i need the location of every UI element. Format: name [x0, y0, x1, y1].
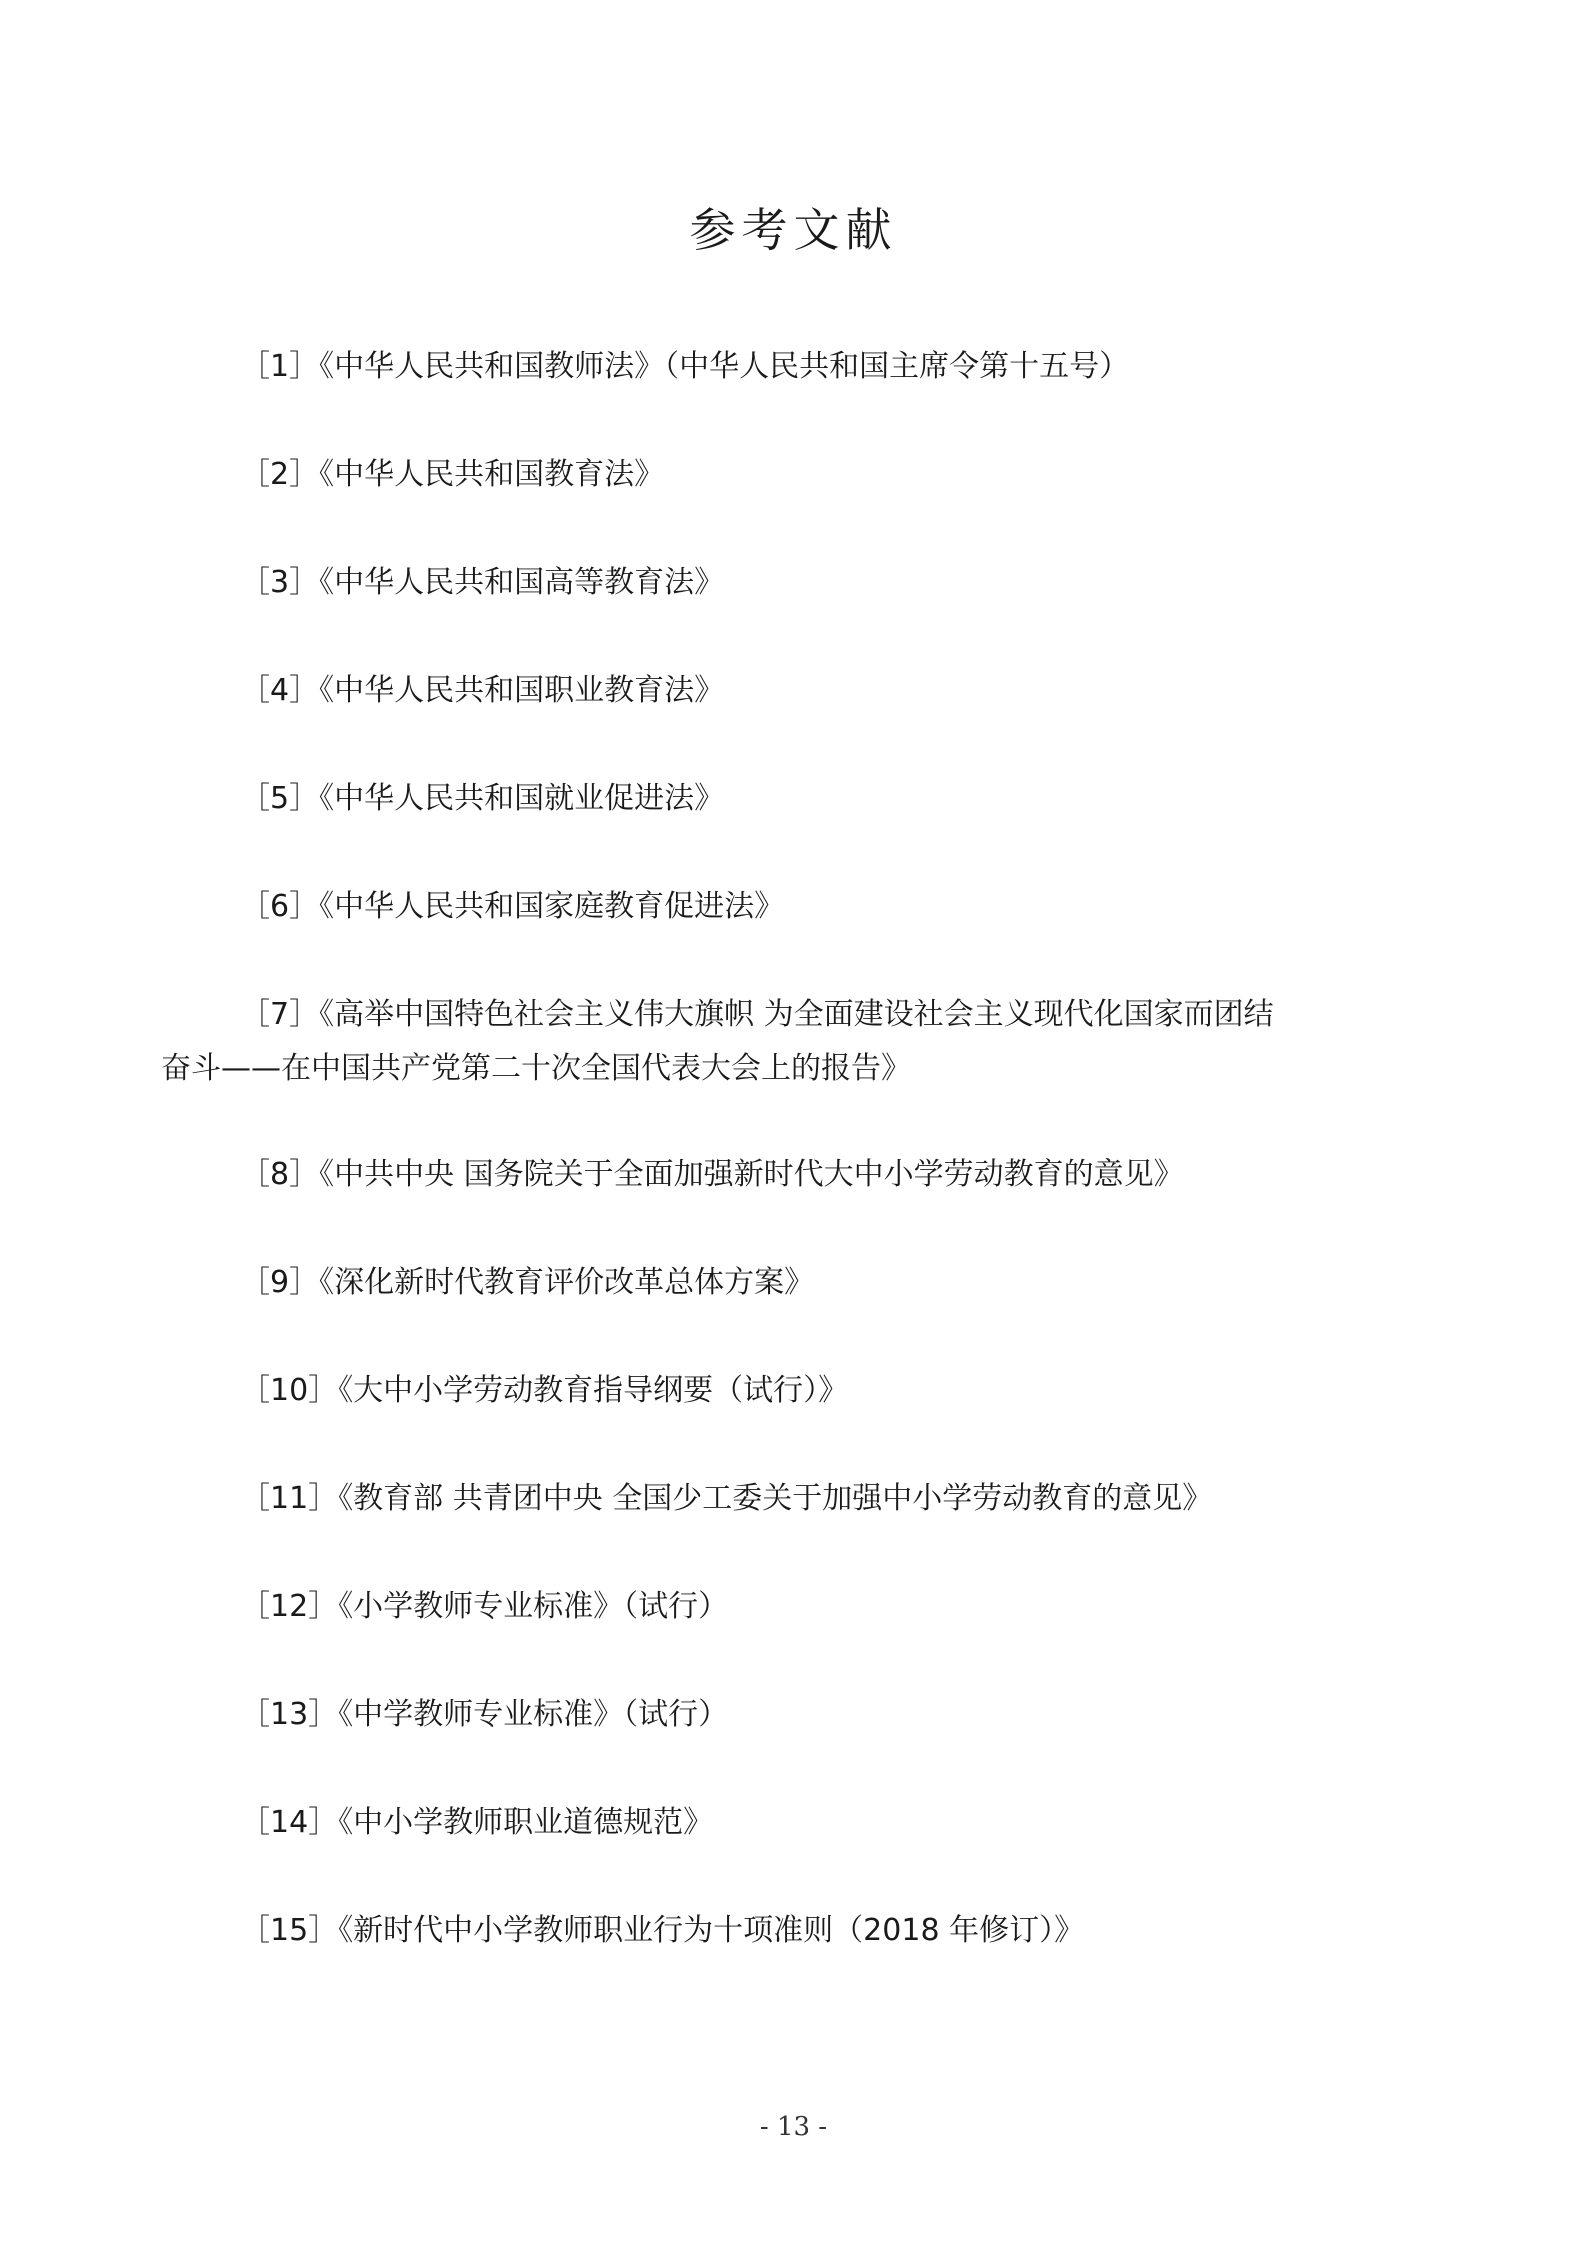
reference-text: 《中华人民共和国就业促进法》: [319, 781, 725, 816]
reference-number: ［11］: [240, 1481, 339, 1516]
reference-number: ［1］: [240, 349, 320, 384]
reference-item: [161, 988, 1281, 1096]
reference-item: [240, 1364, 1360, 1418]
reference-item: [240, 880, 1360, 934]
reference-item: [240, 448, 1360, 502]
reference-number: ［5］: [240, 781, 320, 816]
reference-item: [240, 340, 1360, 394]
reference-text: 《大中小学劳动教育指导纲要（试行）》: [338, 1373, 849, 1408]
reference-item: [240, 1688, 1360, 1742]
reference-item: [240, 1904, 1360, 1958]
reference-text: 《中华人民共和国教育法》: [319, 457, 665, 492]
reference-text: 《中华人民共和国家庭教育促进法》: [319, 889, 785, 924]
reference-text: 《中小学教师职业道德规范》: [338, 1805, 714, 1840]
reference-text: 《深化新时代教育评价改革总体方案》: [319, 1265, 815, 1300]
reference-item: [240, 556, 1360, 610]
reference-item: [240, 1580, 1360, 1634]
reference-number: ［2］: [240, 457, 320, 492]
reference-text: 《教育部 共青团中央 全国少工委关于加强中小学劳动教育的意见》: [338, 1481, 1213, 1516]
page-number: - 13 -: [759, 2112, 828, 2142]
reference-item: [240, 664, 1360, 718]
page-title: 参考文献: [689, 203, 898, 257]
reference-number: ［8］: [240, 1157, 320, 1192]
reference-item: [240, 1796, 1360, 1850]
reference-text: 《新时代中小学教师职业行为十项准则（2018 年修订）》: [338, 1913, 1085, 1948]
reference-item: [240, 1148, 1360, 1202]
reference-item: [240, 1472, 1360, 1526]
reference-number: ［14］: [240, 1805, 339, 1840]
reference-number: ［6］: [240, 889, 320, 924]
reference-number: ［7］: [240, 997, 320, 1032]
reference-number: ［9］: [240, 1265, 320, 1300]
reference-number: ［12］: [240, 1589, 339, 1624]
reference-text: 《中共中央 国务院关于全面加强新时代大中小学劳动教育的意见》: [319, 1157, 1184, 1192]
reference-number: ［10］: [240, 1373, 339, 1408]
reference-number: ［3］: [240, 565, 320, 600]
reference-item: [240, 772, 1360, 826]
reference-number: ［13］: [240, 1697, 339, 1732]
reference-number: ［15］: [240, 1913, 339, 1948]
reference-text: 《中华人民共和国高等教育法》: [319, 565, 725, 600]
reference-number: ［4］: [240, 673, 320, 708]
reference-text: 《高举中国特色社会主义伟大旗帜 为全面建设社会主义现代化国家而团结奋斗——在中国共产党第二十次全国代表大会上的报告》: [161, 997, 1274, 1086]
reference-item: [240, 1256, 1360, 1310]
reference-text: 《小学教师专业标准》（试行）: [338, 1589, 729, 1624]
reference-text: 《中华人民共和国职业教育法》: [319, 673, 725, 708]
reference-text: 《中华人民共和国教师法》（中华人民共和国主席令第十五号）: [319, 349, 1130, 384]
reference-text: 《中学教师专业标准》（试行）: [338, 1697, 729, 1732]
